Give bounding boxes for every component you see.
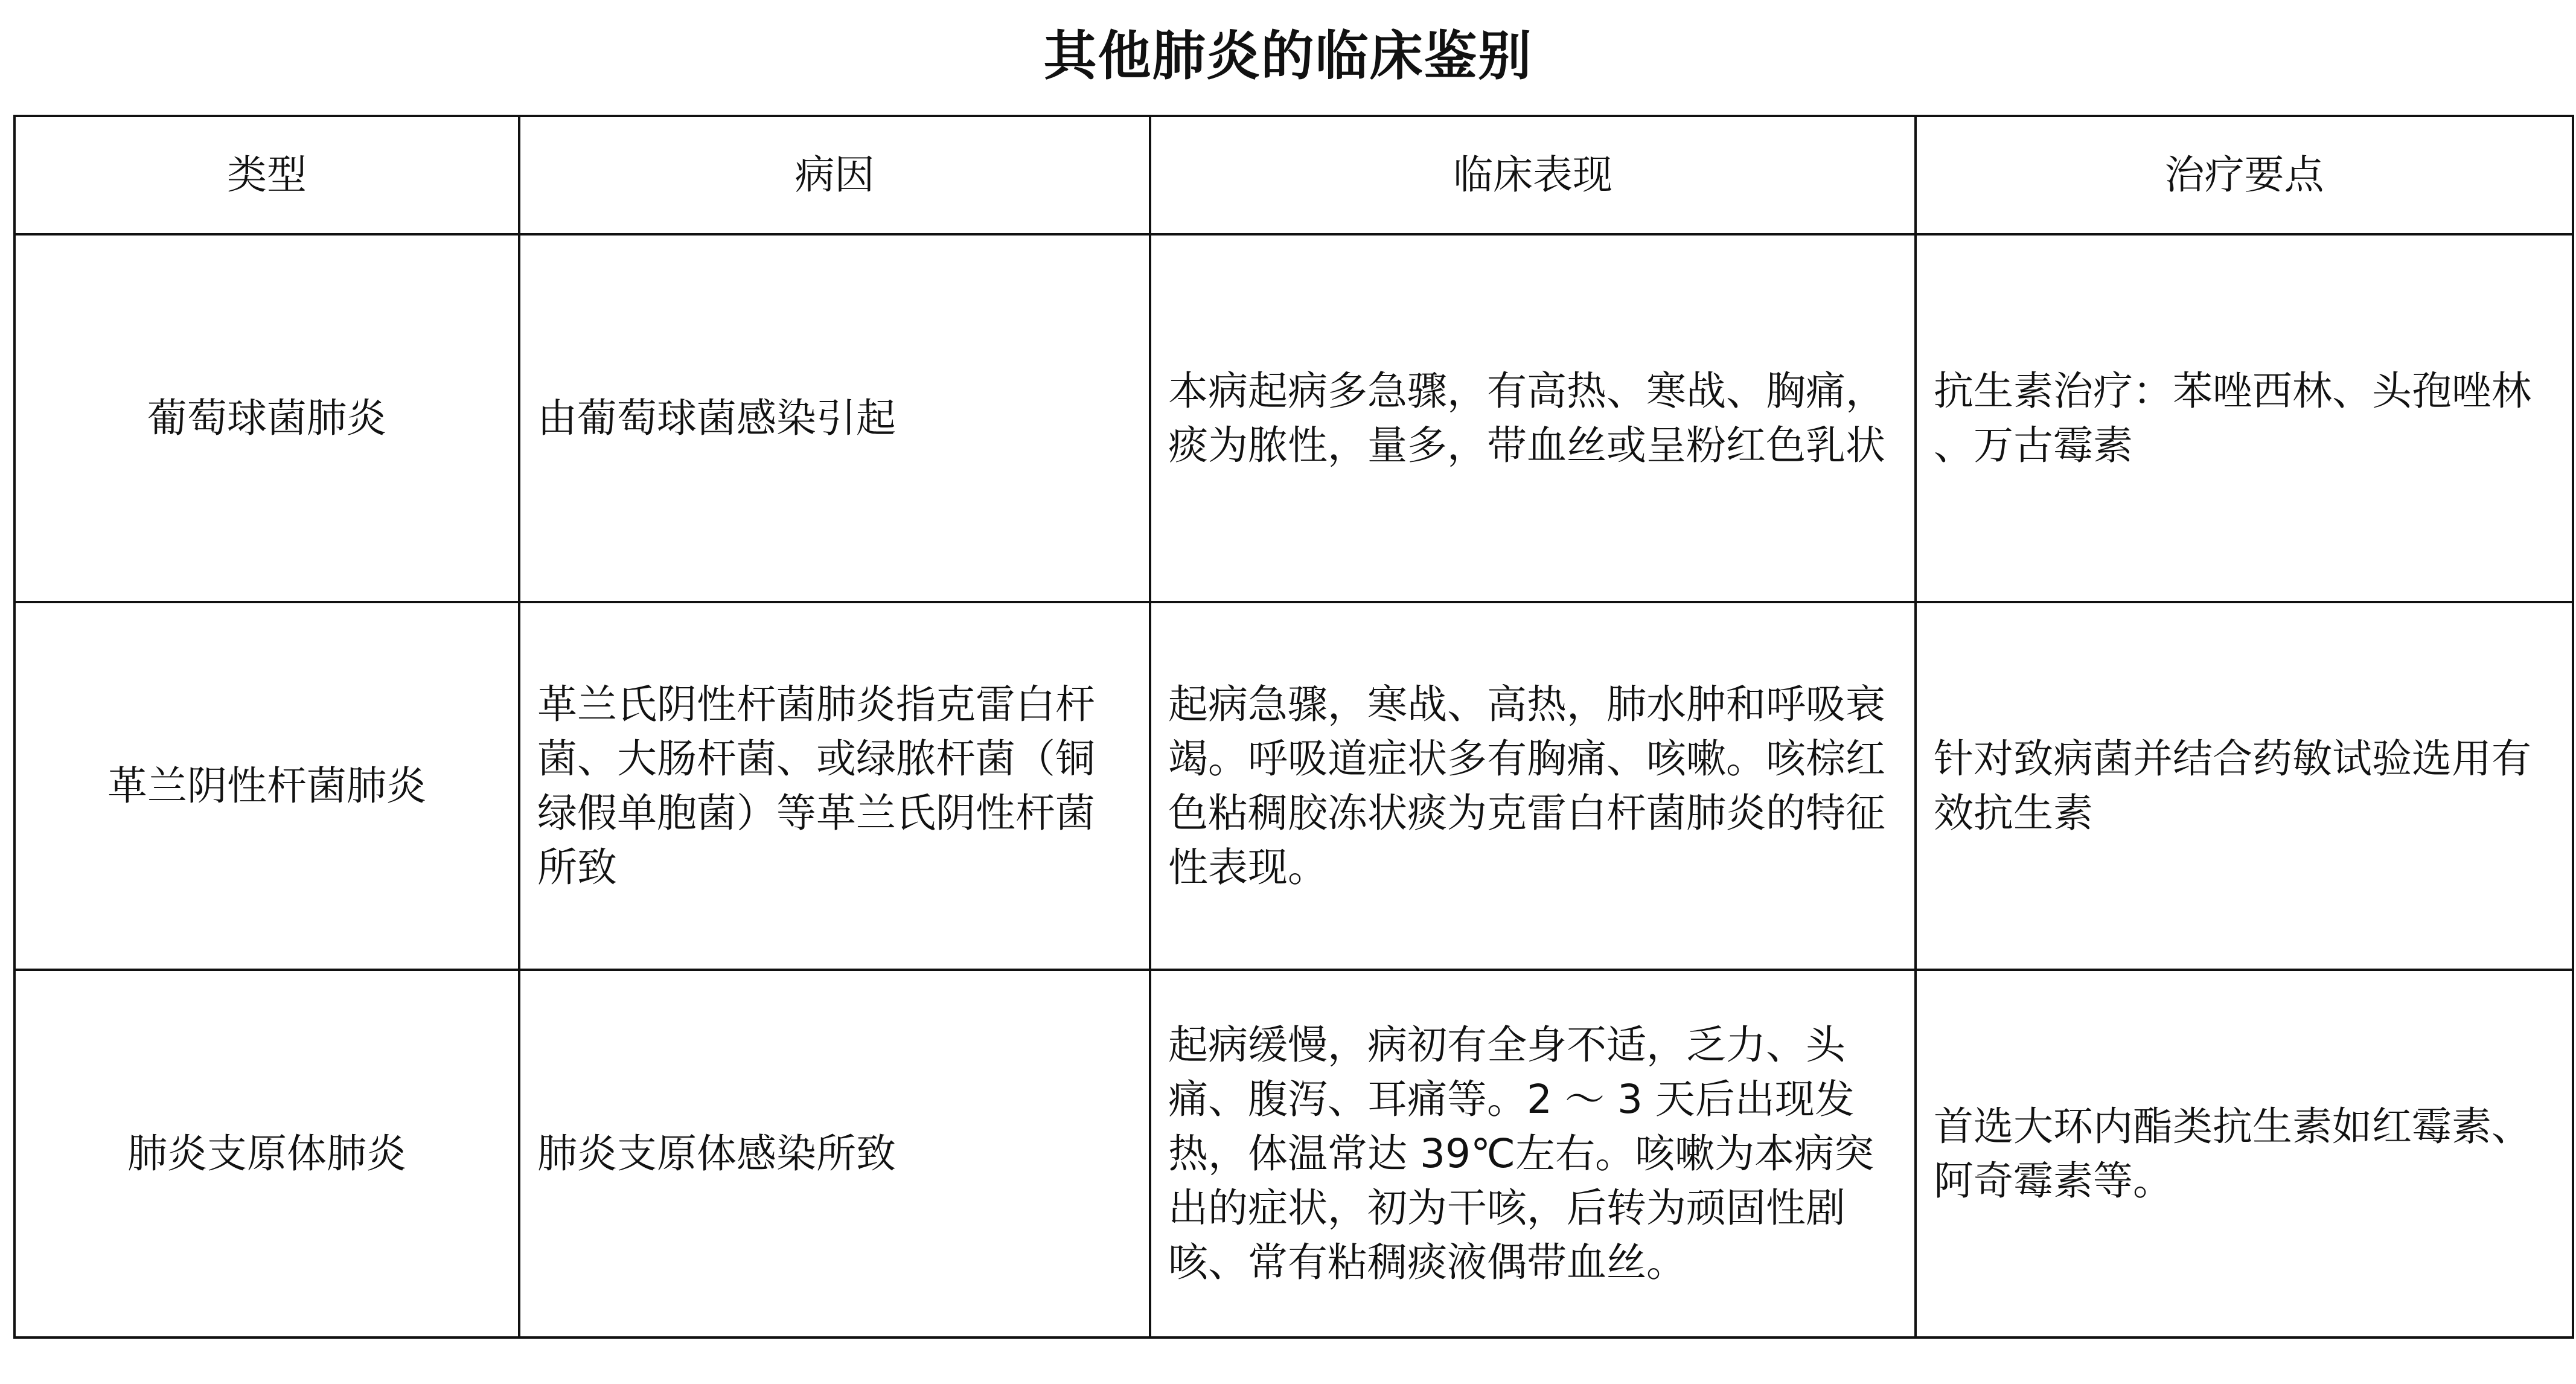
cell-type: 葡萄球菌肺炎	[14, 234, 519, 602]
cell-cause: 革兰氏阴性杆菌肺炎指克雷白杆菌、大肠杆菌、或绿脓杆菌（铜绿假单胞菌）等革兰氏阴性杆菌所致	[519, 602, 1150, 970]
table-row	[14, 602, 2573, 970]
cell-clinical: 本病起病多急骤，有高热、寒战、胸痛，痰为脓性，量多，带血丝或呈粉红色乳状	[1150, 234, 1916, 602]
cell-treatment: 针对致病菌并结合药敏试验选用有效抗生素	[1916, 602, 2573, 970]
cell-treatment: 抗生素治疗：苯唑西林、头孢唑林 、万古霉素	[1916, 234, 2573, 602]
table-header-row	[14, 116, 2573, 234]
table-row	[14, 234, 2573, 602]
cell-cause: 肺炎支原体感染所致	[519, 970, 1150, 1338]
cell-type: 肺炎支原体肺炎	[14, 970, 519, 1338]
pneumonia-comparison-table	[13, 115, 2574, 1339]
header-clinical: 临床表现	[1150, 116, 1916, 234]
cell-type: 革兰阴性杆菌肺炎	[14, 602, 519, 970]
cell-treatment: 首选大环内酯类抗生素如红霉素、阿奇霉素等。	[1916, 970, 2573, 1338]
header-type: 类型	[14, 116, 519, 234]
cell-clinical: 起病急骤，寒战、高热，肺水肿和呼吸衰竭。呼吸道症状多有胸痛、咳嗽。咳棕红色粘稠胶冻状痰为克雷白杆菌肺炎的特征性表现。	[1150, 602, 1916, 970]
page-title: 其他肺炎的临床鉴别	[1043, 25, 1533, 87]
cell-cause: 由葡萄球菌感染引起	[519, 234, 1150, 602]
table-row	[14, 970, 2573, 1338]
header-cause: 病因	[519, 116, 1150, 234]
header-treatment: 治疗要点	[1916, 116, 2573, 234]
cell-clinical: 起病缓慢，病初有全身不适，乏力、头痛、腹泻、耳痛等。2 ～ 3 天后出现发热，体温常达 39℃左右。咳嗽为本病突出的症状，初为干咳，后转为顽固性剧咳、常有粘稠痰液偶带血丝。	[1150, 970, 1916, 1338]
